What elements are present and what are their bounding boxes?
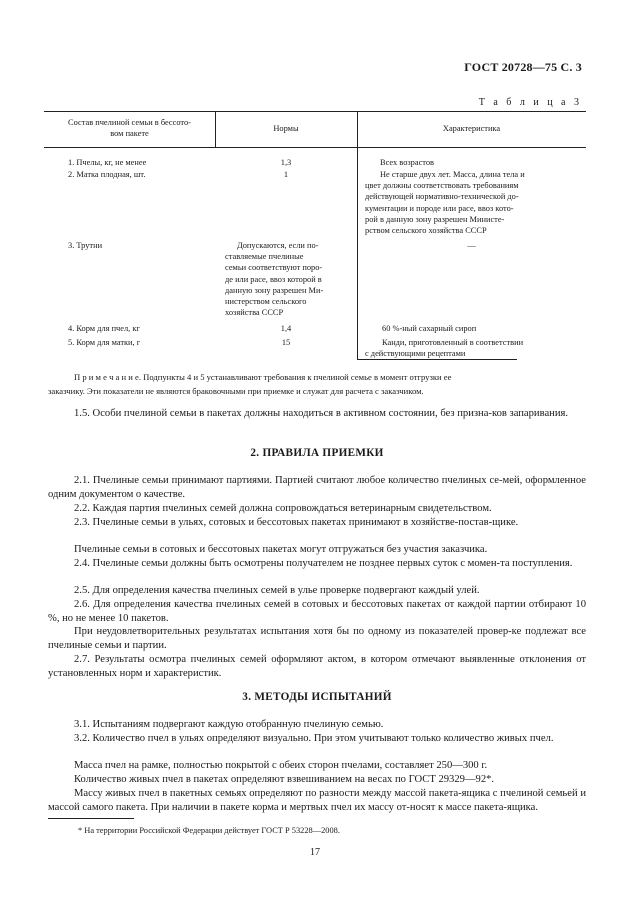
table-row-2-characteristic: Не старше двух лет. Масса, длина тела и цвет должны соответствовать требованиям действующей нормативно-технической до- кументации и породе или расе, ввоз кото- рой в данную зону разрешен Министе- рством сельского хозяйства СССР	[365, 170, 525, 236]
paragraph-1-5: 1.5. Особи пчелиной семьи в пакетах должны находиться в активном состоянии, без призна-ков запаривания.	[74, 408, 569, 419]
section-3-heading: 3. МЕТОДЫ ИСПЫТАНИЙ	[242, 691, 392, 703]
table-row-1-name: 1. Пчелы, кг, не менее	[68, 158, 147, 167]
document-header: ГОСТ 20728—75 С. 3	[464, 60, 582, 74]
table-row-3-name: 3. Трутни	[68, 241, 103, 250]
paragraph-3-2: 3.2. Количество пчел в ульях определяют визуально. При этом учитывают только количество живых пчел.	[74, 733, 554, 744]
footnote: * На территории Российской Федерации действует ГОСТ Р 53228—2008.	[78, 826, 340, 835]
table-caption: Т а б л и ц а 3	[478, 97, 582, 108]
table-header-norms: Нормы	[273, 124, 299, 133]
paragraph-2-6b: При неудовлетворительных результатах испытания хотя бы по одному из показателей провер-ке подлежат все пчелиные семьи и партии.	[48, 626, 586, 651]
table-row-2-norm: 1	[283, 170, 289, 179]
paragraph-2-3: 2.3. Пчелиные семьи в ульях, сотовых и бессотовых пакетах принимают в хозяйстве-постав-щике.	[74, 517, 519, 528]
paragraph-3-2c: Количество живых пчел в пакетах определяют взвешиванием на весах по ГОСТ 29329—92*.	[74, 774, 495, 785]
page-number: 17	[310, 847, 320, 858]
footnote-rule	[48, 818, 134, 819]
paragraph-3-2d: Массу живых пчел в пакетных семьях определяют по разности между массой пакета-ящика с пчелиной семьей и массой самого пакета. При наличии в пакете корма и мертвых пчел их массу от-носят к массе пакета-ящика.	[48, 788, 586, 813]
paragraph-2-5: 2.5. Для определения качества пчелиных семей в улье проверке подвергают каждый улей.	[74, 585, 480, 596]
table-column-divider-2-body	[357, 147, 358, 359]
paragraph-3-1: 3.1. Испытаниям подвергают каждую отобранную пчелиную семью.	[74, 719, 384, 730]
table-row-5-norm: 15	[281, 338, 291, 347]
table-row-1-characteristic: Всех возрастов	[380, 158, 434, 167]
section-2-heading: 2. ПРАВИЛА ПРИЕМКИ	[250, 447, 384, 459]
table-row-2-name: 2. Матка плодная, шт.	[68, 170, 146, 179]
table-top-rule	[44, 111, 586, 112]
table-row-5-characteristic: Канди, приготовленный в соответствии с действующими рецептами	[365, 338, 524, 359]
table-row-4-norm: 1,4	[280, 324, 292, 333]
table-row-3-norm: Допускаются, если по- ставляемые пчелиные семьи соответствуют поро- де или расе, ввоз которой в данную зону разрешен Ми- нистерством сельского хозяйства СССР	[225, 241, 324, 318]
table-row-4-name: 4. Корм для пчел, кг	[68, 324, 140, 333]
table-note: П р и м е ч а н и е. Подпункты 4 и 5 устанавливают требования к пчелиной семье в момент отгрузки ее заказчику. Эти показатели не являются браковочными при приемке и служат для расчета с заказчиком.	[48, 372, 452, 396]
table-header-rule	[44, 147, 586, 148]
table-row-5-name: 5. Корм для матки, г	[68, 338, 141, 347]
table-row-3-characteristic: —	[467, 241, 476, 250]
table-header-composition: Состав пчелиной семьи в бессото- вом пакете	[68, 118, 191, 138]
paragraph-2-2: 2.2. Каждая партия пчелиных семей должна сопровождаться ветеринарным свидетельством.	[74, 503, 492, 514]
table-row-1-norm: 1,3	[280, 158, 292, 167]
paragraph-2-4: 2.4. Пчелиные семьи должны быть осмотрены получателем не позднее первых суток с момен-та поступления.	[74, 558, 573, 569]
table-header-characteristic: Характеристика	[442, 124, 501, 133]
paragraph-2-7: 2.7. Результаты осмотра пчелиных семей оформляют актом, в котором отмечают выявленные отклонения от установленных норм и характеристик.	[48, 654, 586, 679]
paragraph-3-2b: Масса пчел на рамке, полностью покрытой с обеих сторон пчелами, составляет 250—300 г.	[74, 760, 488, 771]
paragraph-2-1: 2.1. Пчелиные семьи принимают партиями. Партией считают любое количество пчелиных се-мей, оформленное одним документом о качестве.	[48, 475, 586, 500]
paragraph-2-3b: Пчелиные семьи в сотовых и бессотовых пакетах могут отгружаться без участия заказчика.	[74, 544, 488, 555]
table-row-4-characteristic: 60 %-ный сахарный сироп	[382, 324, 477, 333]
paragraph-2-6: 2.6. Для определения качества пчелиных семей в сотовых и бессотовых пакетах от каждой партии отбирают 10 %, но не менее 10 пакетов.	[48, 599, 586, 624]
